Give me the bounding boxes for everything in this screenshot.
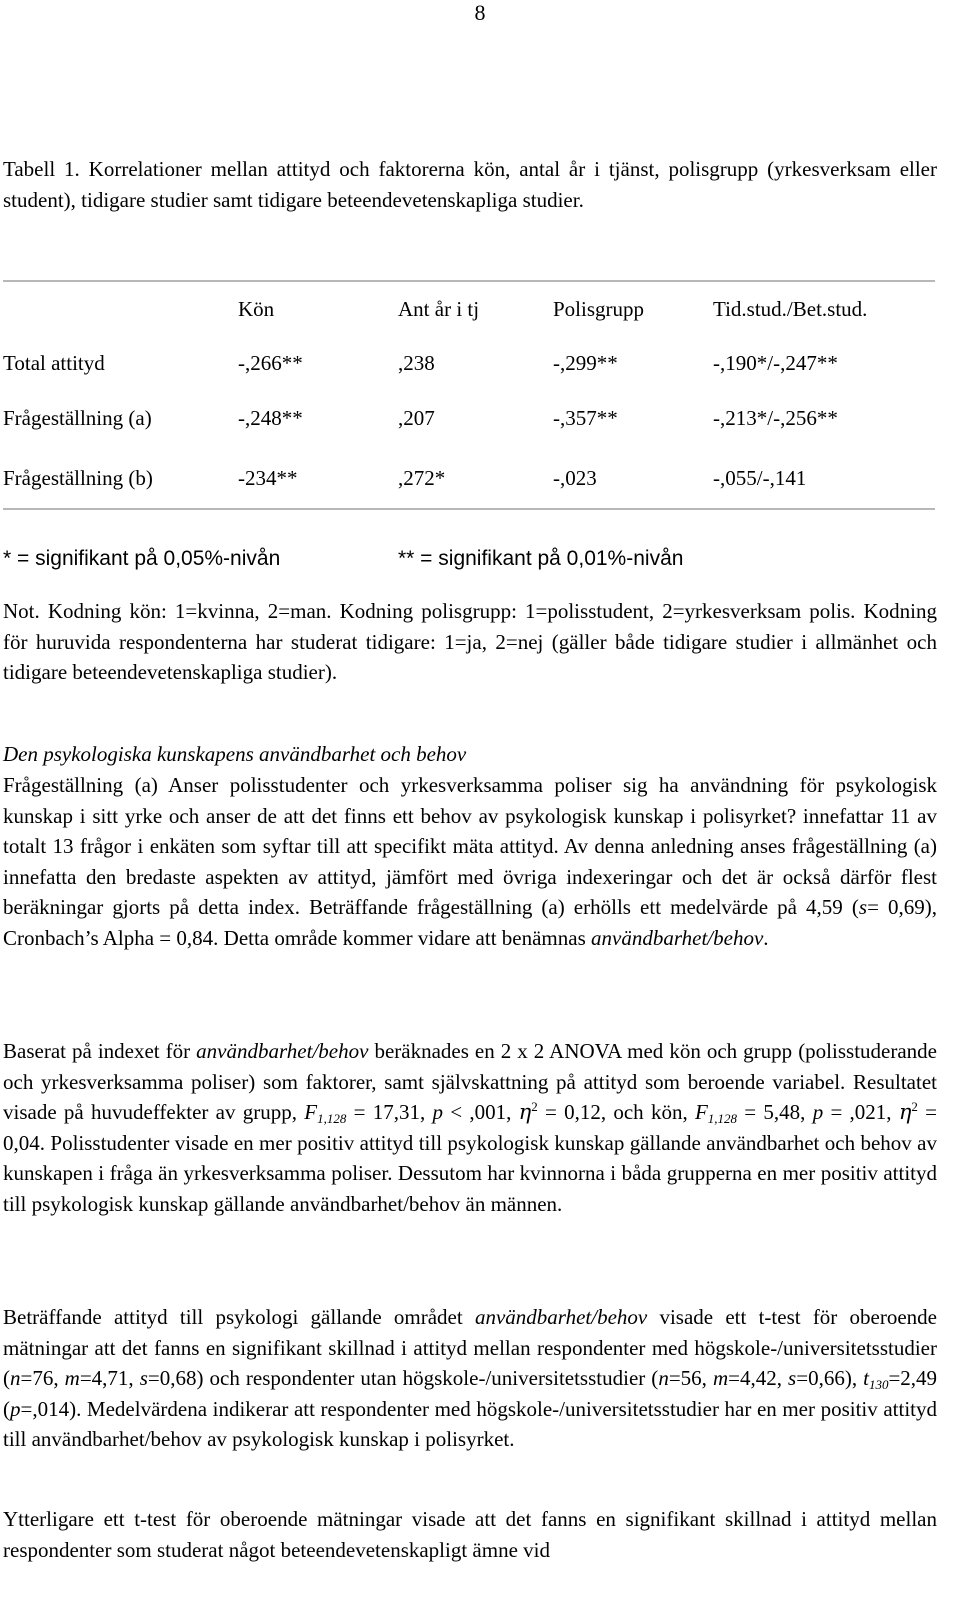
table-cell: ,207 — [398, 406, 435, 430]
table-cell: -,248** — [238, 406, 303, 430]
row-label: Frågeställning (a) — [3, 406, 152, 430]
significance-note-two-star: ** = signifikant på 0,01%-nivån — [398, 547, 684, 570]
paragraph-1: Frågeställning (a) Anser polisstudenter och yrkesverksamma poliser sig ha användning för psykologisk kunskap i sitt yrke och anser de att det finns ett behov av psykologisk kunskap i polisyrket? innefattar 11 av totalt 13 frågor i enkäten som syftar till att specifikt mäta attityd. Av denna anledning anses frågeställning (a) innefatta den bredaste aspekten av attityd, jämfört med övriga indexeringar och det är också därför flest beräkningar gjorts på detta index. Beträffande frågeställning (a) erhölls ett medelvärde på 4,59 (s= 0,69), Cronbach’s Alpha = 0,84. Detta område kommer vidare att benämnas användbarhet/behov. — [3, 773, 937, 950]
column-header-kon: Kön — [238, 297, 275, 321]
table-cell: -,213*/-,256** — [713, 406, 838, 430]
table-cell: -,190*/-,247** — [713, 351, 838, 375]
table-bottom-rule — [3, 508, 935, 510]
paragraph-2: Baserat på indexet för användbarhet/behov beräknades en 2 x 2 ANOVA med kön och grupp (polisstuderande och yrkesverksamma poliser) som faktorer, samt självskattning på attityd som beroende variabel. Resultatet visade på huvudeffekter av grupp, $F_{1,128} = 17,31$, p < ,001, $\eta^2 = 0,12$, och kön, $F_{1,128} = 5,48$, p = ,021, $\eta^2 = 0,04$. Polisstudenter visade en mer positiv attityd till psykologisk kunskap gällande användbarhet och behov av kunskapen i fråga än yrkesverksamma poliser. Dessutom har kvinnorna i båda grupperna en mer positiv attityd till psykologisk kunskap gällande användbarhet/behov än männen. — [3, 1039, 938, 1216]
table-top-rule — [3, 280, 935, 282]
table-caption: Tabell 1. Korrelationer mellan attityd och faktorerna kön, antal år i tjänst, polisgrupp (yrkesverksam eller student), tidigare studier samt tidigare beteendevetenskapliga studier. — [3, 157, 937, 212]
significance-note-one-star: * = signifikant på 0,05%-nivån — [3, 547, 281, 570]
table-cell: -,357** — [553, 406, 618, 430]
column-header-ant-ar: Ant år i tj — [398, 297, 480, 321]
row-label: Frågeställning (b) — [3, 466, 153, 490]
column-header-tid-stud: Tid.stud./Bet.stud. — [713, 297, 868, 321]
column-header-polisgrupp: Polisgrupp — [553, 297, 645, 321]
section-heading: Den psykologiska kunskapens användbarhet och behov — [3, 742, 467, 766]
table-cell: ,238 — [398, 351, 435, 375]
table-note: Not. Kodning kön: 1=kvinna, 2=man. Kodning polisgrupp: 1=polisstudent, 2=yrkesverksam polis. Kodning för huruvida respondenterna har studerat tidigare: 1=ja, 2=nej (gäller både tidigare studier i allmänhet och tidigare beteendevetenskapliga studier). — [3, 599, 937, 685]
paragraph-3: Beträffande attityd till psykologi gällande området användbarhet/behov visade ett t-test för oberoende mätningar att det fanns en signifikant skillnad i attityd mellan respondenter med högskole-/universitetsstudier (n=76, m=4,71, s=0,68) och respondenter utan högskole-/universitetsstudier (n=56, m=4,42, s=0,66), $t_{130}=2,49$ (p=,014). Medelvärdena indikerar att respondenter med högskole-/universitetsstudier har en mer positiv attityd till användbarhet/behov av psykologisk kunskap i polisyrket. — [3, 1305, 938, 1452]
row-label: Total attityd — [3, 351, 105, 375]
paragraph-4: Ytterligare ett t-test för oberoende mätningar visade att det fanns en signifikant skillnad i attityd mellan respondenter som studerat något beteendevetenskapligt ämne vid — [3, 1507, 937, 1562]
page-number: 8 — [474, 0, 486, 25]
table-cell: ,272* — [398, 466, 446, 490]
table-cell: -,023 — [553, 466, 597, 490]
table-cell: -,266** — [238, 351, 303, 375]
table-cell: -,299** — [553, 351, 618, 375]
table-cell: -,055/-,141 — [713, 466, 807, 490]
table-cell: -234** — [238, 466, 298, 490]
